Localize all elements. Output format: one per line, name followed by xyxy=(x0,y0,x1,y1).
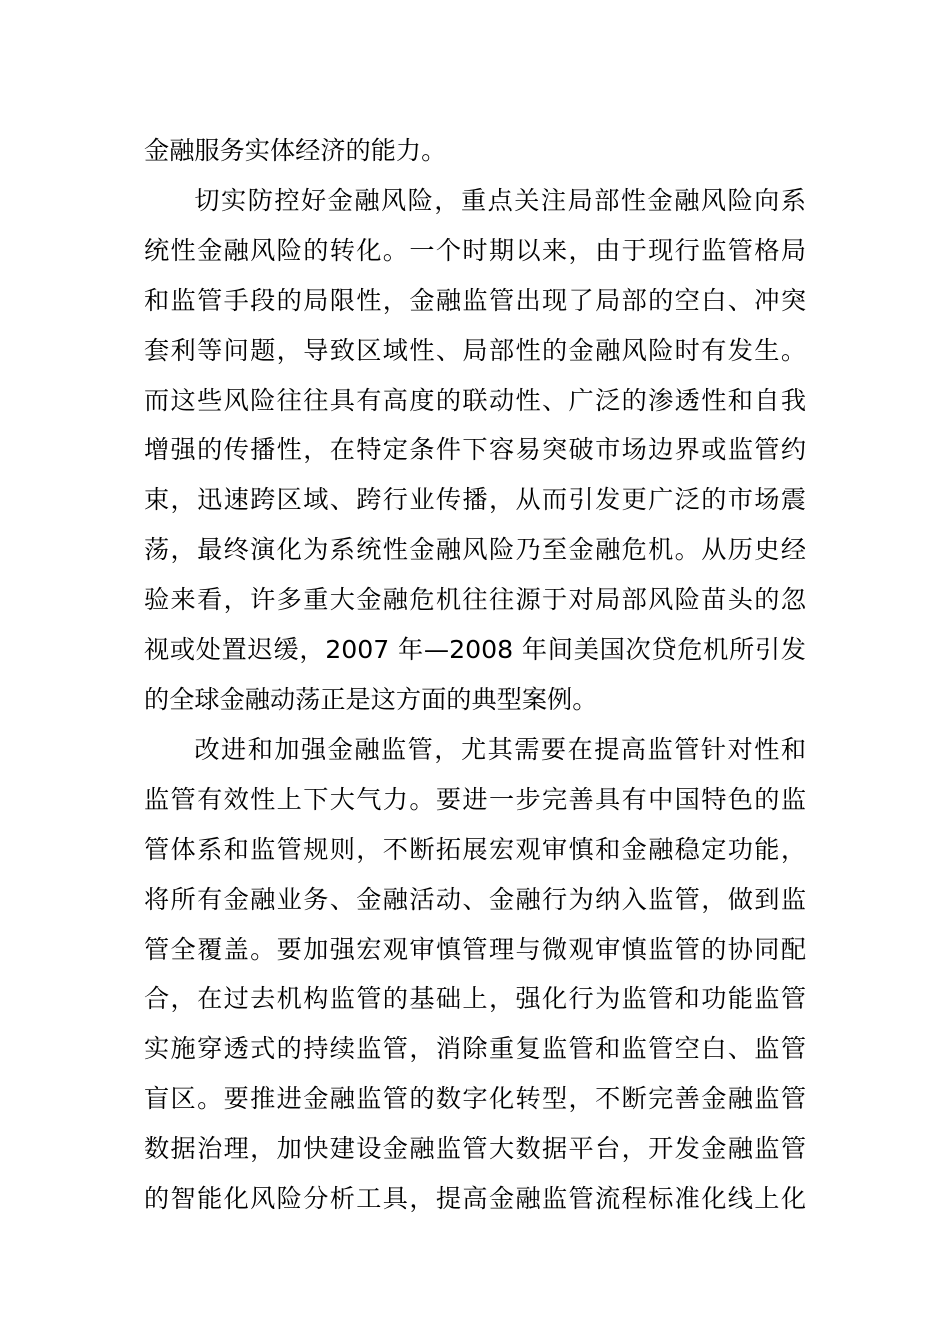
text-line: 的全球金融动荡正是这方面的典型案例。 xyxy=(144,684,598,714)
text-line: 管全覆盖。要加强宏观审慎管理与微观审慎监管的协同配 xyxy=(144,934,806,964)
text-line: 套利等问题，导致区域性、局部性的金融风险时有发生。 xyxy=(144,335,806,365)
text-line: 实施穿透式的持续监管，消除重复监管和监管空白、监管 xyxy=(144,1034,806,1064)
text-line: 盲区。要推进金融监管的数字化转型，不断完善金融监管 xyxy=(144,1084,806,1114)
text-line: 视或处置迟缓，2007 年—2008 年间美国次贷危机所引发 xyxy=(144,635,806,665)
text-line: 验来看，许多重大金融危机往往源于对局部风险苗头的忽 xyxy=(144,585,806,615)
document-body xyxy=(144,126,806,1224)
text-line: 荡，最终演化为系统性金融风险乃至金融危机。从历史经 xyxy=(144,535,806,565)
text-line: 增强的传播性，在特定条件下容易突破市场边界或监管约 xyxy=(144,435,806,465)
text-line: 统性金融风险的转化。一个时期以来，由于现行监管格局 xyxy=(144,235,806,265)
text-line: 合，在过去机构监管的基础上，强化行为监管和功能监管 xyxy=(144,984,806,1014)
text-line: 将所有金融业务、金融活动、金融行为纳入监管，做到监 xyxy=(144,884,806,914)
text-line: 监管有效性上下大气力。要进一步完善具有中国特色的监 xyxy=(144,784,806,814)
text-line: 管体系和监管规则，不断拓展宏观审慎和金融稳定功能， xyxy=(144,834,806,864)
text-line: 的智能化风险分析工具，提高金融监管流程标准化线上化 xyxy=(144,1184,806,1214)
paragraph-2 xyxy=(144,176,806,725)
text-line: 数据治理，加快建设金融监管大数据平台，开发金融监管 xyxy=(144,1134,806,1164)
text-line: 和监管手段的局限性，金融监管出现了局部的空白、冲突 xyxy=(144,285,806,315)
text-line: 而这些风险往往具有高度的联动性、广泛的渗透性和自我 xyxy=(144,385,806,415)
paragraph-1 xyxy=(144,126,806,176)
text-line: 切实防控好金融风险，重点关注局部性金融风险向系 xyxy=(194,185,806,215)
text-line: 改进和加强金融监管，尤其需要在提高监管针对性和 xyxy=(194,734,806,764)
text-line: 金融服务实体经济的能力。 xyxy=(144,136,447,165)
paragraph-3 xyxy=(144,725,806,1224)
text-line: 束，迅速跨区域、跨行业传播，从而引发更广泛的市场震 xyxy=(144,485,806,515)
